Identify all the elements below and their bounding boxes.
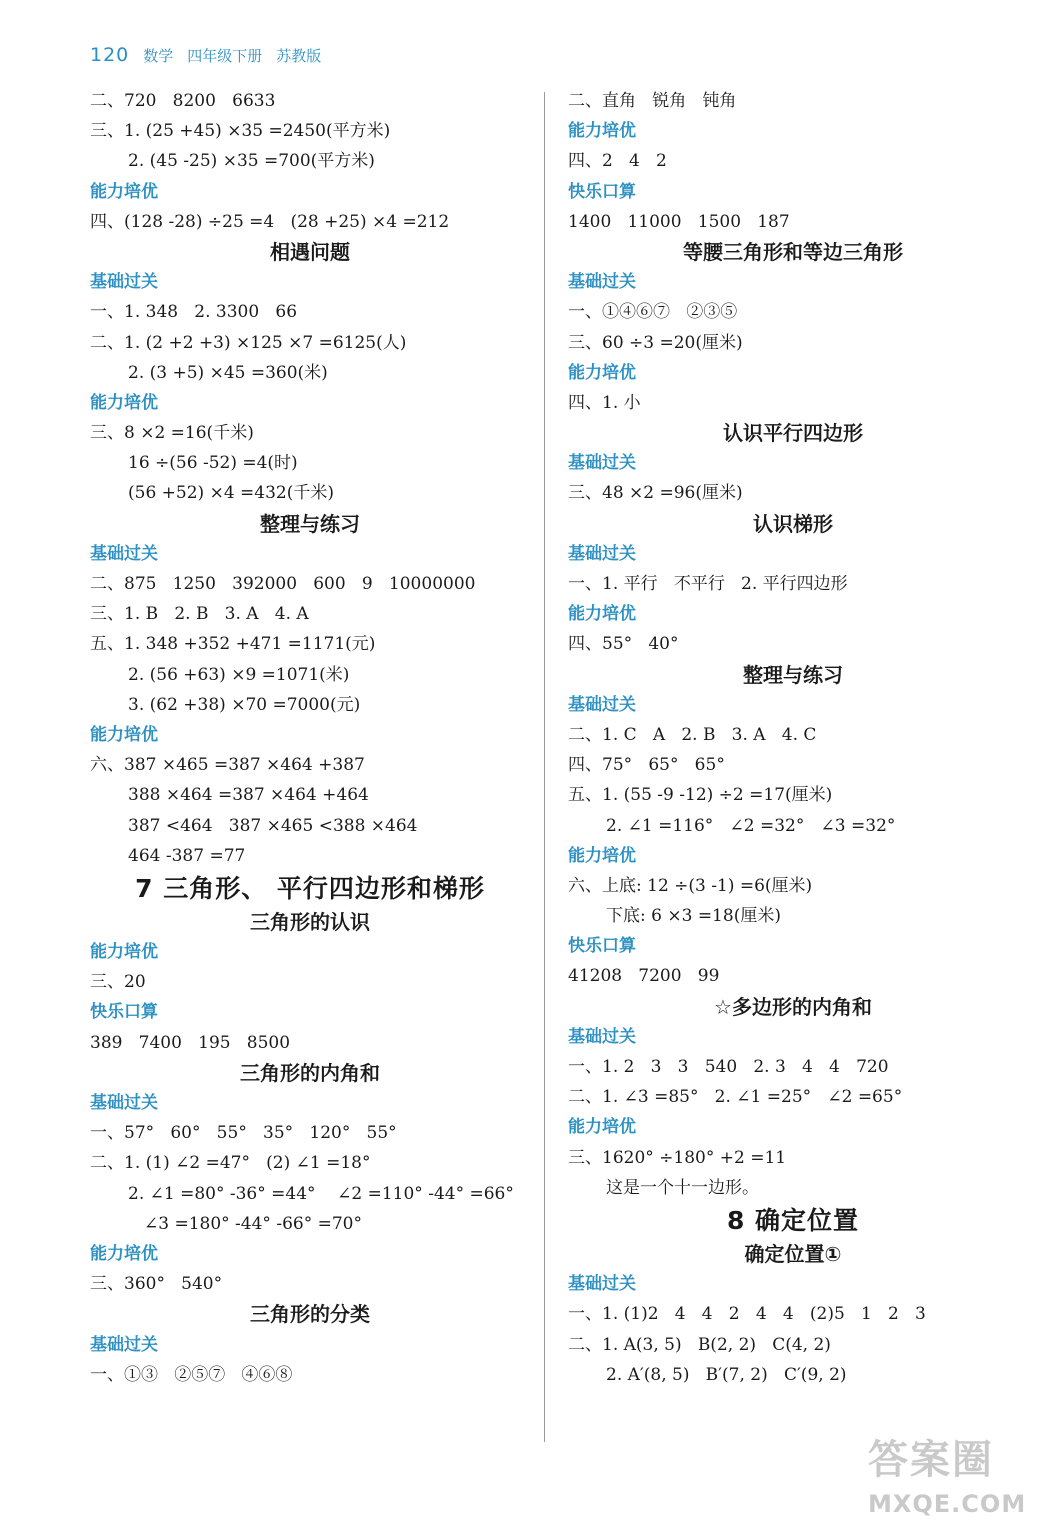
section-heading: 三角形的内角和 xyxy=(240,1060,380,1085)
section-label: 基础过关 xyxy=(568,543,636,564)
answer-line: 一、1. 348 2. 3300 66 xyxy=(90,302,298,323)
section-label: 快乐口算 xyxy=(90,1002,158,1023)
answer-line: 三、60 ÷3 =20(厘米) xyxy=(568,332,743,353)
section-label: 能力培优 xyxy=(568,604,636,625)
answer-line: 四、1. 小 xyxy=(568,392,641,413)
answer-line: 二、直角 锐角 钝角 xyxy=(568,91,737,111)
answer-line: 三、48 ×2 =96(厘米) xyxy=(568,483,743,504)
answer-line: 四、55° 40° xyxy=(568,634,679,655)
section-label: 基础过关 xyxy=(90,1334,158,1355)
section-label: 基础过关 xyxy=(568,453,636,474)
answer-line: 这是一个十一边形。 xyxy=(606,1177,759,1198)
section-label: 能力培优 xyxy=(568,845,636,866)
answer-line: 389 7400 195 8500 xyxy=(90,1032,291,1053)
section-heading: 认识平行四边形 xyxy=(723,421,863,446)
section-label: 快乐口算 xyxy=(568,936,636,957)
section-heading: 等腰三角形和等边三角形 xyxy=(683,239,903,264)
right-column xyxy=(568,86,1018,1390)
answer-line: 41208 7200 99 xyxy=(568,966,720,987)
watermark-logo-text: 答案圈 xyxy=(868,1437,994,1483)
answer-line: 一、①④⑥⑦ ②③⑤ xyxy=(568,302,738,323)
answer-line: 2. (56 +63) ×9 =1071(米) xyxy=(128,664,350,685)
answer-line: 三、1. (25 +45) ×35 =2450(平方米) xyxy=(90,121,391,142)
grade: 四年级下册 xyxy=(187,47,263,65)
answer-line: 二、1. (2 +2 +3) ×125 ×7 =6125(人) xyxy=(90,332,407,353)
answer-line: ∠3 =180° -44° -66° =70° xyxy=(144,1213,362,1234)
answer-line: 四、2 4 2 xyxy=(568,151,667,172)
section-heading: 相遇问题 xyxy=(270,239,350,264)
section-heading: 整理与练习 xyxy=(743,662,843,687)
section-label: 能力培优 xyxy=(568,362,636,383)
answer-line: 三、8 ×2 =16(千米) xyxy=(90,423,254,444)
section-heading: 三角形的认识 xyxy=(250,909,370,934)
answer-line: 二、1. ∠3 =85° 2. ∠1 =25° ∠2 =65° xyxy=(568,1087,903,1108)
answer-line: 一、57° 60° 55° 35° 120° 55° xyxy=(90,1123,397,1144)
answer-line: 四、(128 -28) ÷25 =4 (28 +25) ×4 =212 xyxy=(90,211,450,232)
answer-line: (56 +52) ×4 =432(千米) xyxy=(128,483,335,504)
section-heading: 确定位置① xyxy=(744,1241,842,1266)
answer-line: 二、1. C A 2. B 3. A 4. C xyxy=(568,724,817,745)
answer-line: 2. A′(8, 5) B′(7, 2) C′(9, 2) xyxy=(606,1364,847,1385)
watermark xyxy=(868,1434,1038,1530)
section-label: 快乐口算 xyxy=(568,181,636,202)
section-heading: ☆多边形的内角和 xyxy=(714,994,872,1019)
answer-line: 三、360° 540° xyxy=(90,1274,223,1295)
section-label: 能力培优 xyxy=(568,121,636,142)
section-label: 基础过关 xyxy=(90,272,158,293)
answer-line: 一、1. (1)2 4 4 2 4 4 (2)5 1 2 3 xyxy=(568,1304,926,1325)
page-number: 120 xyxy=(90,44,130,66)
answer-line: 三、1620° ÷180° +2 =11 xyxy=(568,1147,787,1168)
answer-line: 二、875 1250 392000 600 9 10000000 xyxy=(90,574,476,594)
answer-line: 三、1. B 2. B 3. A 4. A xyxy=(90,604,309,625)
section-label: 基础过关 xyxy=(90,1093,158,1113)
page-header xyxy=(90,44,321,74)
section-label: 基础过关 xyxy=(568,1026,636,1047)
watermark-url: MXQE.COM xyxy=(868,1490,1027,1518)
answer-line: 388 ×464 =387 ×464 +464 xyxy=(128,785,369,806)
section-label: 能力培优 xyxy=(90,942,158,963)
answer-line: 464 -387 =77 xyxy=(128,845,246,866)
answer-line: 六、387 ×465 =387 ×464 +387 xyxy=(90,755,365,776)
section-label: 能力培优 xyxy=(90,724,158,745)
column-divider xyxy=(544,92,545,1442)
section-heading: 认识梯形 xyxy=(753,511,833,536)
answer-line: 2. (45 -25) ×35 =700(平方米) xyxy=(128,151,375,172)
section-label: 基础过关 xyxy=(568,272,636,293)
answer-line: 一、1. 平行 不平行 2. 平行四边形 xyxy=(568,574,848,594)
left-column xyxy=(90,86,530,1390)
answer-line: 二、1. (1) ∠2 =47° (2) ∠1 =18° xyxy=(90,1153,371,1174)
answer-line: 五、1. (55 -9 -12) ÷2 =17(厘米) xyxy=(568,785,833,806)
section-heading: 三角形的分类 xyxy=(250,1302,370,1327)
answer-line: 16 ÷(56 -52) =4(时) xyxy=(128,453,298,474)
answer-line: 一、①③ ②⑤⑦ ④⑥⑧ xyxy=(90,1364,293,1385)
chapter-heading: 8 确定位置 xyxy=(726,1205,860,1235)
subject: 数学 xyxy=(143,47,174,65)
answer-line: 2. ∠1 =116° ∠2 =32° ∠3 =32° xyxy=(606,815,896,836)
answer-line: 2. (3 +5) ×45 =360(米) xyxy=(128,362,328,383)
section-label: 基础过关 xyxy=(568,1274,636,1295)
section-heading: 整理与练习 xyxy=(260,511,360,536)
answer-line: 二、720 8200 6633 xyxy=(90,91,276,111)
section-label: 能力培优 xyxy=(90,1243,158,1264)
section-label: 能力培优 xyxy=(90,181,158,202)
answer-line: 下底: 6 ×3 =18(厘米) xyxy=(606,906,781,927)
answer-line: 387 <464 387 ×465 <388 ×464 xyxy=(128,815,418,836)
answer-line: 2. ∠1 =80° -36° =44° ∠2 =110° -44° =66° xyxy=(128,1183,514,1204)
answer-line: 1400 11000 1500 187 xyxy=(568,211,790,232)
answer-line: 二、1. A(3, 5) B(2, 2) C(4, 2) xyxy=(568,1334,831,1355)
section-label: 能力培优 xyxy=(90,392,158,413)
answer-line: 六、上底: 12 ÷(3 -1) =6(厘米) xyxy=(568,875,813,896)
edition: 苏教版 xyxy=(276,47,322,65)
answer-line: 一、1. 2 3 3 540 2. 3 4 4 720 xyxy=(568,1057,889,1077)
answer-line: 三、20 xyxy=(90,972,146,993)
chapter-heading: 7 三角形、 平行四边形和梯形 xyxy=(135,873,485,903)
section-label: 基础过关 xyxy=(90,543,158,564)
answer-line: 四、75° 65° 65° xyxy=(568,755,725,776)
section-label: 基础过关 xyxy=(568,694,636,715)
answer-line: 五、1. 348 +352 +471 =1171(元) xyxy=(90,634,376,655)
answer-line: 3. (62 +38) ×70 =7000(元) xyxy=(128,694,361,715)
section-label: 能力培优 xyxy=(568,1117,636,1138)
